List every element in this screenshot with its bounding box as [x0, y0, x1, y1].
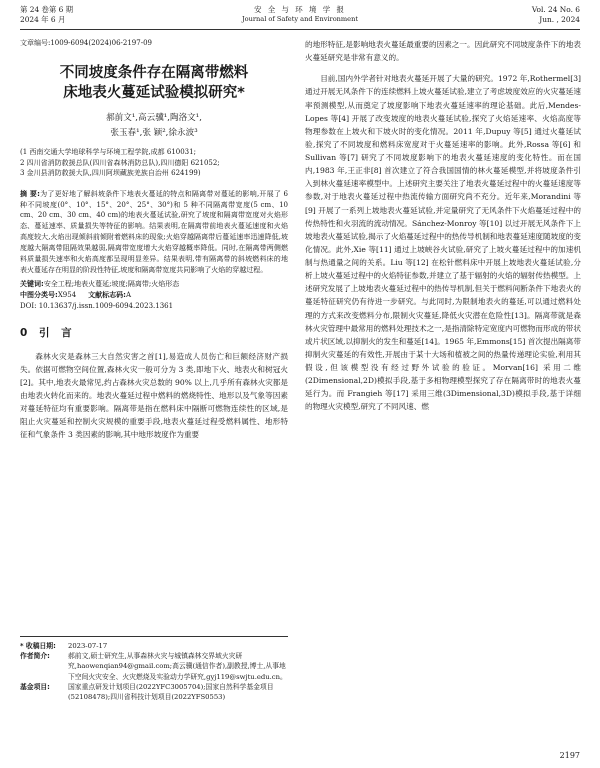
footnote-author-bio: [20, 651, 288, 682]
clc-number: [20, 290, 76, 301]
introduction-paragraph: 森林火灾是森林三大自然灾害之首[1],易造成人员伤亡和巨额经济财产损失。依据可燃物空间位置,森林火灾一般可分为 3 类,即地下火、地表火和树冠火[2]。其中,地表火最常见,约占森林火灾总数的 90% 以上,几乎所有森林火灾都是由地表火转化而来的。地表火蔓延过程中燃料的燃烧特性、地形以及气象等因素对蔓延特征均有重要影响。隔离带是指在燃料床中隔断可燃物连续性的区域,是阻止火灾蔓延和控制火灾规模的重要手段,地表火蔓延过程受燃料属性、地形特征和气象条件 3 类因素的影响,其中地形坡度作为重要: [20, 351, 288, 439]
volume-issue-cn: 第 24 卷第 6 期: [20, 5, 74, 14]
left-column: [20, 38, 288, 441]
affiliations: [20, 147, 288, 179]
article-number: 文章编号:1009-6094(2024)06-2197-09: [20, 39, 152, 47]
journal-name: [20, 5, 580, 23]
footnote-key: * 收稿日期:: [20, 642, 56, 650]
authors-line-1: 郝前文¹,高云骥¹,陶洛文¹,: [106, 113, 202, 124]
doi: DOI: 10.13637/j.issn.1009-6094.2023.1361: [20, 302, 174, 311]
section-heading-introduction: 0 引 言: [20, 326, 76, 339]
footnote-value: 国家重点研发计划项目(2022YFC3005704);国家自然科学基金项目(52108478);四川省科技计划项目(2022YFS0553): [68, 682, 274, 701]
affiliation-2: 2 四川省消防救援总队(四川省森林消防总队),四川德阳 621052;: [20, 158, 220, 167]
affiliation-3: 3 金川县消防救援大队,四川阿坝藏族羌族自治州 624199): [20, 169, 201, 178]
paragraph-literature-review: 目前,国内外学者针对地表火蔓延开展了大量的研究。1972 年,Rothermel[3] 通过开展无风条件下的连续燃料上坡火蔓延试验,建立了考虑坡度效应的火灾蔓延速率预测模型,从而奠定了坡度影响下地表火蔓延速率的理论基础。此后,Mendes-Lopes 等[4] 开展了改变坡度的地表火蔓延试验,探究了火焰延速率、火焰高度等物理参数在上坡火和下坡火时的变化情况。2011 年,Dupuy 等[5] 通过火蔓延试验,探究了不同坡度和燃料床宽度对于火蔓延速率的影响。此外,Rossa 等[6] 和 Sullivan 等[7] 研究了不同坡度影响下的地表火蔓延速度的变化特性。而在国内,1983 年,王正非[8] 首次建立了符合我国国情的林火蔓延模型,并将坡度条件引入到林火蔓延速率模型中。上述研究主要关注了地表火蔓延过程中的火蔓延速度等参数,对于地表火蔓延过程中热流传输方面研究尚不充分。近年来,Morandini 等[9] 开展了一系列上坡地表火蔓延试验,并定量研究了无风条件下火焰蔓延过程中的传热特性和火羽流的流动情况。Sánchez-Monroy 等[10] 以过开展无风条件下上坡地表火蔓延试验,揭示了火焰蔓延过程中的热传导机制和地表蔓延速度随坡度的变化情况。此外,Xie 等[11] 通过上坡峡谷火试验,研究了上坡火蔓延过程中的加速机制与热通量之间的关系。Liu 等[12] 在松针燃料床中开展上坡地表火蔓延试验,分析上坡火蔓延过程中的火焰特征参数,并建立了基于辐射的火焰的辐射传热模型。上述研究发展了上坡地表火蔓延过程中的热传导机制,但关于燃料间断条件下地表火的蔓延特征研究仍有待进一步研究。与此同时,为限制地表火的蔓延,可以通过燃料处理的方式来改变燃料分布,限制火灾蔓延,降低火灾潜在危险性[13]。隔离带就是森林火灾管理中最常用的燃料处理技术之一,是指清除特定宽度内可燃物而形成的带状或片状区域,以抑制火的发生和蔓延[14]。1965 年,Emmons[15] 首次提出隔离带抑制火灾蔓延的有效性,开展由于某十大场和植被之间的热量传递理论实验,利用其假设,但该模型没有经过野外试验的验证。Morvan[16] 采用二维(2Dimensional,2D)模拟手段,基于多相物理模型探究了存在隔离带时的地表火蔓延行为。而 Frangieh 等[17] 采用三维(3Dimensional,3D)模拟手段,基于详细的物理火灾模型,研究了不同风速、燃: [305, 74, 581, 412]
clc-value: X954: [57, 291, 77, 300]
page-number: 2197: [559, 751, 580, 760]
paper-title: [20, 63, 288, 104]
date-en: Jun. , 2024: [539, 14, 580, 24]
keywords: [20, 279, 288, 290]
footnote-key: 作者简介:: [20, 652, 50, 661]
classification: [20, 290, 288, 301]
keywords-text: 安全工程;地表火蔓延;坡度;隔离带;火焰形态: [43, 280, 180, 289]
authors-line-2: 张玉春¹,张 颖²,徐永波³: [110, 128, 198, 139]
author-list: [20, 111, 288, 141]
keywords-label: 关键词:: [20, 280, 44, 289]
doc-code-label: 文献标志码:: [88, 291, 126, 300]
footnote-received: [20, 641, 288, 651]
doc-code-value: A: [125, 291, 132, 300]
footnote-value: 郝前文,硕士研究生,从事森林火灾与城镇森林交界域火灾研究,haowenqian94@gmail.com;高云骥(通信作者),副教授,博士,从事地下空间火灾安全、火灾燃烧及实验动力学研究,gyj119@swjtu.edu.cn。: [68, 652, 287, 681]
journal-name-cn: 安 全 与 环 境 学 报: [254, 5, 346, 14]
affiliation-1: (1 西南交通大学地球科学与环境工程学院,成都 610031;: [20, 148, 196, 157]
title-line-2: 床地表火蔓延试验模拟研究*: [63, 84, 245, 101]
title-line-1: 不同坡度条件存在隔离带燃料: [59, 64, 249, 81]
footnote-value: 2023-07-17: [68, 642, 108, 650]
footnote-funding: [20, 682, 288, 702]
abstract-label: 摘 要:: [20, 189, 40, 198]
volume-issue-en: Vol. 24 No. 6: [531, 5, 580, 14]
abstract-text: 为了更好地了解斜坡条件下地表火蔓延的特点和隔离带对蔓延的影响,开展了 6 种不同坡度(0°、10°、15°、20°、25°、30°)和 5 种不同隔离带宽度(5 cm、10 cm、20 cm、30 cm、40 cm)的地表火蔓延试验,研究了坡度和隔离带宽度对火焰形态、蔓延速率、质量损失等特征的影响。结果表明,在隔离带前地表火蔓延速度和火焰高度较大,火焰出现倾斜前倾附着燃料床的现象;火焰穿越隔离带后蔓延速率迅速降低,坡度越大隔离带阻隔效果越弱,隔离带宽度增大火焰穿越概率降低。同时,在隔离带两侧燃料质量损失速率和火焰高度都呈现明显差异。结果表明,带有隔离带的斜坡燃料床的地表火蔓延存在明显的阶段性特征,坡度和隔离带宽度共同影响了火焰的穿越过程。: [20, 189, 288, 274]
paragraph-continued: 的地形特征,是影响地表火蔓延最重要的因素之一。因此研究不同坡度条件下的地表火蔓延研究是非常有意义的。: [305, 40, 581, 63]
clc-label: 中图分类号:: [20, 291, 58, 300]
abstract: [20, 189, 288, 276]
date-cn: 2024 年 6 月: [20, 14, 66, 24]
journal-name-en: Journal of Safety and Environment: [242, 14, 358, 23]
running-header: [20, 4, 580, 30]
journal-volume-info-en: [532, 5, 580, 24]
right-column: [305, 38, 581, 414]
footnotes: [20, 636, 288, 702]
document-code: [88, 290, 131, 301]
footnote-key: 基金项目:: [20, 682, 50, 691]
